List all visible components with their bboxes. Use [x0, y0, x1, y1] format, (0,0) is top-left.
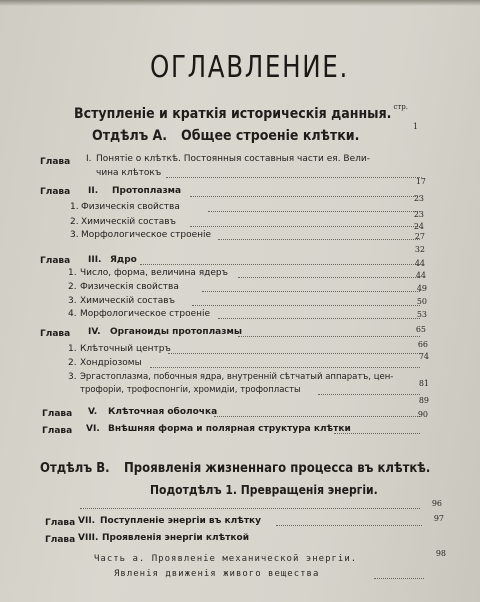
- chapter-1-label: Глава: [40, 157, 71, 167]
- chapter-1-page: 17: [415, 177, 426, 186]
- leader-dots: [192, 304, 420, 306]
- chapter-2-item-page: 27: [414, 232, 425, 241]
- chapter-2-title: Протоплазма: [112, 186, 182, 196]
- chapter-8-title: Проявленія энергіи клѣткой: [102, 533, 250, 543]
- intro-entry: Вступленіе и краткія историческія данныя.: [74, 106, 392, 122]
- chapter-3-item-number: 1.: [68, 268, 77, 278]
- leader-dots: [374, 577, 424, 579]
- chapter-3-page: 44: [414, 259, 425, 268]
- chapter-7-number: VII.: [78, 516, 96, 526]
- section-a-label: Отдѣлъ А.: [92, 128, 168, 144]
- chapter-4-item: Эргастоплазма, побочныя ядра, внутренній сѣтчатый аппаратъ, цен-: [80, 372, 394, 382]
- leader-dots: [166, 176, 422, 178]
- section-b-label: Отдѣлъ В.: [40, 461, 110, 476]
- chapter-3-item: Химическій составъ: [80, 296, 175, 306]
- chapter-4-page: 65: [415, 325, 426, 334]
- chapter-2-item: Химическій составъ: [81, 217, 176, 227]
- chapter-2-item-page: 32: [414, 245, 425, 254]
- chapter-3-label: Глава: [40, 256, 71, 266]
- chapter-2-label: Глава: [40, 187, 71, 197]
- chapter-7-label: Глава: [45, 518, 76, 528]
- chapter-4-item-page: 81: [418, 379, 429, 388]
- chapter-2-item: Морфологическое строеніе: [81, 230, 212, 240]
- section-a-title: Общее строеніе клѣтки.: [181, 128, 360, 144]
- chapter-3-item: Число, форма, величина ядеръ: [80, 268, 229, 278]
- chapter-4-item-continuation: трофоріи, трофоспонгіи, хромидіи, трофопласты: [80, 385, 301, 395]
- chapter-2-item: Физическія свойства: [81, 202, 180, 212]
- leader-dots: [214, 415, 420, 417]
- chapter-3-item-number: 2.: [68, 282, 77, 292]
- chapter-2-item-number: 3.: [70, 230, 79, 240]
- leader-dots: [80, 507, 420, 509]
- chapter-2-item-number: 1.: [70, 202, 79, 212]
- chapter-4-item: Клѣточный центръ: [80, 344, 171, 354]
- chapter-3-item-number: 3.: [68, 296, 77, 306]
- leader-dots: [218, 238, 420, 240]
- intro-page: 1: [412, 122, 418, 131]
- chapter-6-title: Внѣшняя форма и полярная структура клѣтки: [108, 424, 351, 434]
- chapter-2-item-page: 24: [413, 222, 424, 231]
- chapter-3-item: Морфологическое строеніе: [80, 309, 211, 319]
- subsection-1-title: Подотдѣлъ 1. Превращенія энергіи.: [150, 483, 378, 497]
- section-b-title: Проявленія жизненнаго процесса въ клѣткѣ.: [124, 461, 431, 476]
- leader-dots: [190, 225, 420, 227]
- leader-dots: [140, 263, 420, 265]
- chapter-1-number: I.: [86, 154, 92, 164]
- chapter-2-item-page: 23: [413, 210, 424, 219]
- chapter-3-item-page: 53: [416, 310, 427, 319]
- part-a-subheading: Явленія движенія живого вещества: [114, 569, 320, 579]
- chapter-4-item-page: 74: [418, 352, 429, 361]
- part-a-heading: Часть а. Проявленіе механической энергіи.: [94, 554, 358, 564]
- leader-dots: [334, 432, 420, 434]
- chapter-4-item: Хондріозомы: [80, 358, 142, 368]
- chapter-5-page: 90: [417, 410, 428, 419]
- chapter-4-item-number: 2.: [68, 358, 77, 368]
- chapter-4-item-page: 89: [418, 396, 429, 405]
- chapter-4-item-page: 66: [417, 340, 428, 349]
- leader-dots: [190, 195, 420, 197]
- chapter-6-label: Глава: [42, 426, 73, 436]
- leader-dots: [218, 317, 420, 319]
- chapter-3-item-page: 49: [416, 284, 427, 293]
- chapter-5-number: V.: [88, 407, 98, 417]
- chapter-8-label: Глава: [45, 535, 76, 545]
- chapter-6-number: VI.: [86, 424, 100, 434]
- chapter-1-title-line1: Понятіе о клѣткѣ. Постоянныя составныя части ея. Вели-: [96, 154, 370, 164]
- leader-dots: [276, 524, 422, 526]
- chapter-4-item-number: 3.: [68, 372, 77, 382]
- chapter-3-item-page: 44: [415, 271, 426, 280]
- leader-dots: [208, 210, 420, 212]
- chapter-4-label: Глава: [40, 329, 71, 339]
- leader-dots: [168, 352, 420, 354]
- chapter-3-title: Ядро: [110, 255, 137, 265]
- chapter-7-title: Поступленіе энергіи въ клѣтку: [100, 516, 262, 526]
- chapter-5-title: Клѣточная оболочка: [108, 407, 218, 417]
- chapter-2-item-number: 2.: [70, 217, 79, 227]
- chapter-3-item-page: 50: [416, 297, 427, 306]
- part-a-page: 98: [435, 549, 446, 558]
- chapter-8-number: VIII.: [78, 533, 99, 543]
- subsection-1-page: 96: [431, 499, 442, 508]
- chapter-4-item-number: 1.: [68, 344, 77, 354]
- page-column-header: стр.: [393, 103, 408, 111]
- leader-dots: [150, 366, 420, 368]
- leader-dots: [238, 276, 420, 278]
- page-title: ОГЛАВЛЕНИЕ.: [150, 50, 349, 85]
- chapter-3-item-number: 4.: [68, 309, 77, 319]
- chapter-2-page: 23: [413, 194, 424, 203]
- chapter-4-title: Органоиды протоплазмы: [110, 327, 242, 337]
- leader-dots: [318, 393, 420, 395]
- chapter-2-number: II.: [88, 186, 99, 196]
- leader-dots: [202, 290, 420, 292]
- chapter-4-number: IV.: [88, 327, 101, 337]
- chapter-1-title-line2: чина клѣтокъ: [96, 168, 162, 178]
- chapter-5-label: Глава: [42, 409, 73, 419]
- chapter-3-item: Физическія свойства: [80, 282, 179, 292]
- page-edge-shadow: [0, 0, 480, 6]
- chapter-7-page: 97: [433, 514, 444, 523]
- chapter-3-number: III.: [88, 255, 102, 265]
- leader-dots: [238, 335, 420, 337]
